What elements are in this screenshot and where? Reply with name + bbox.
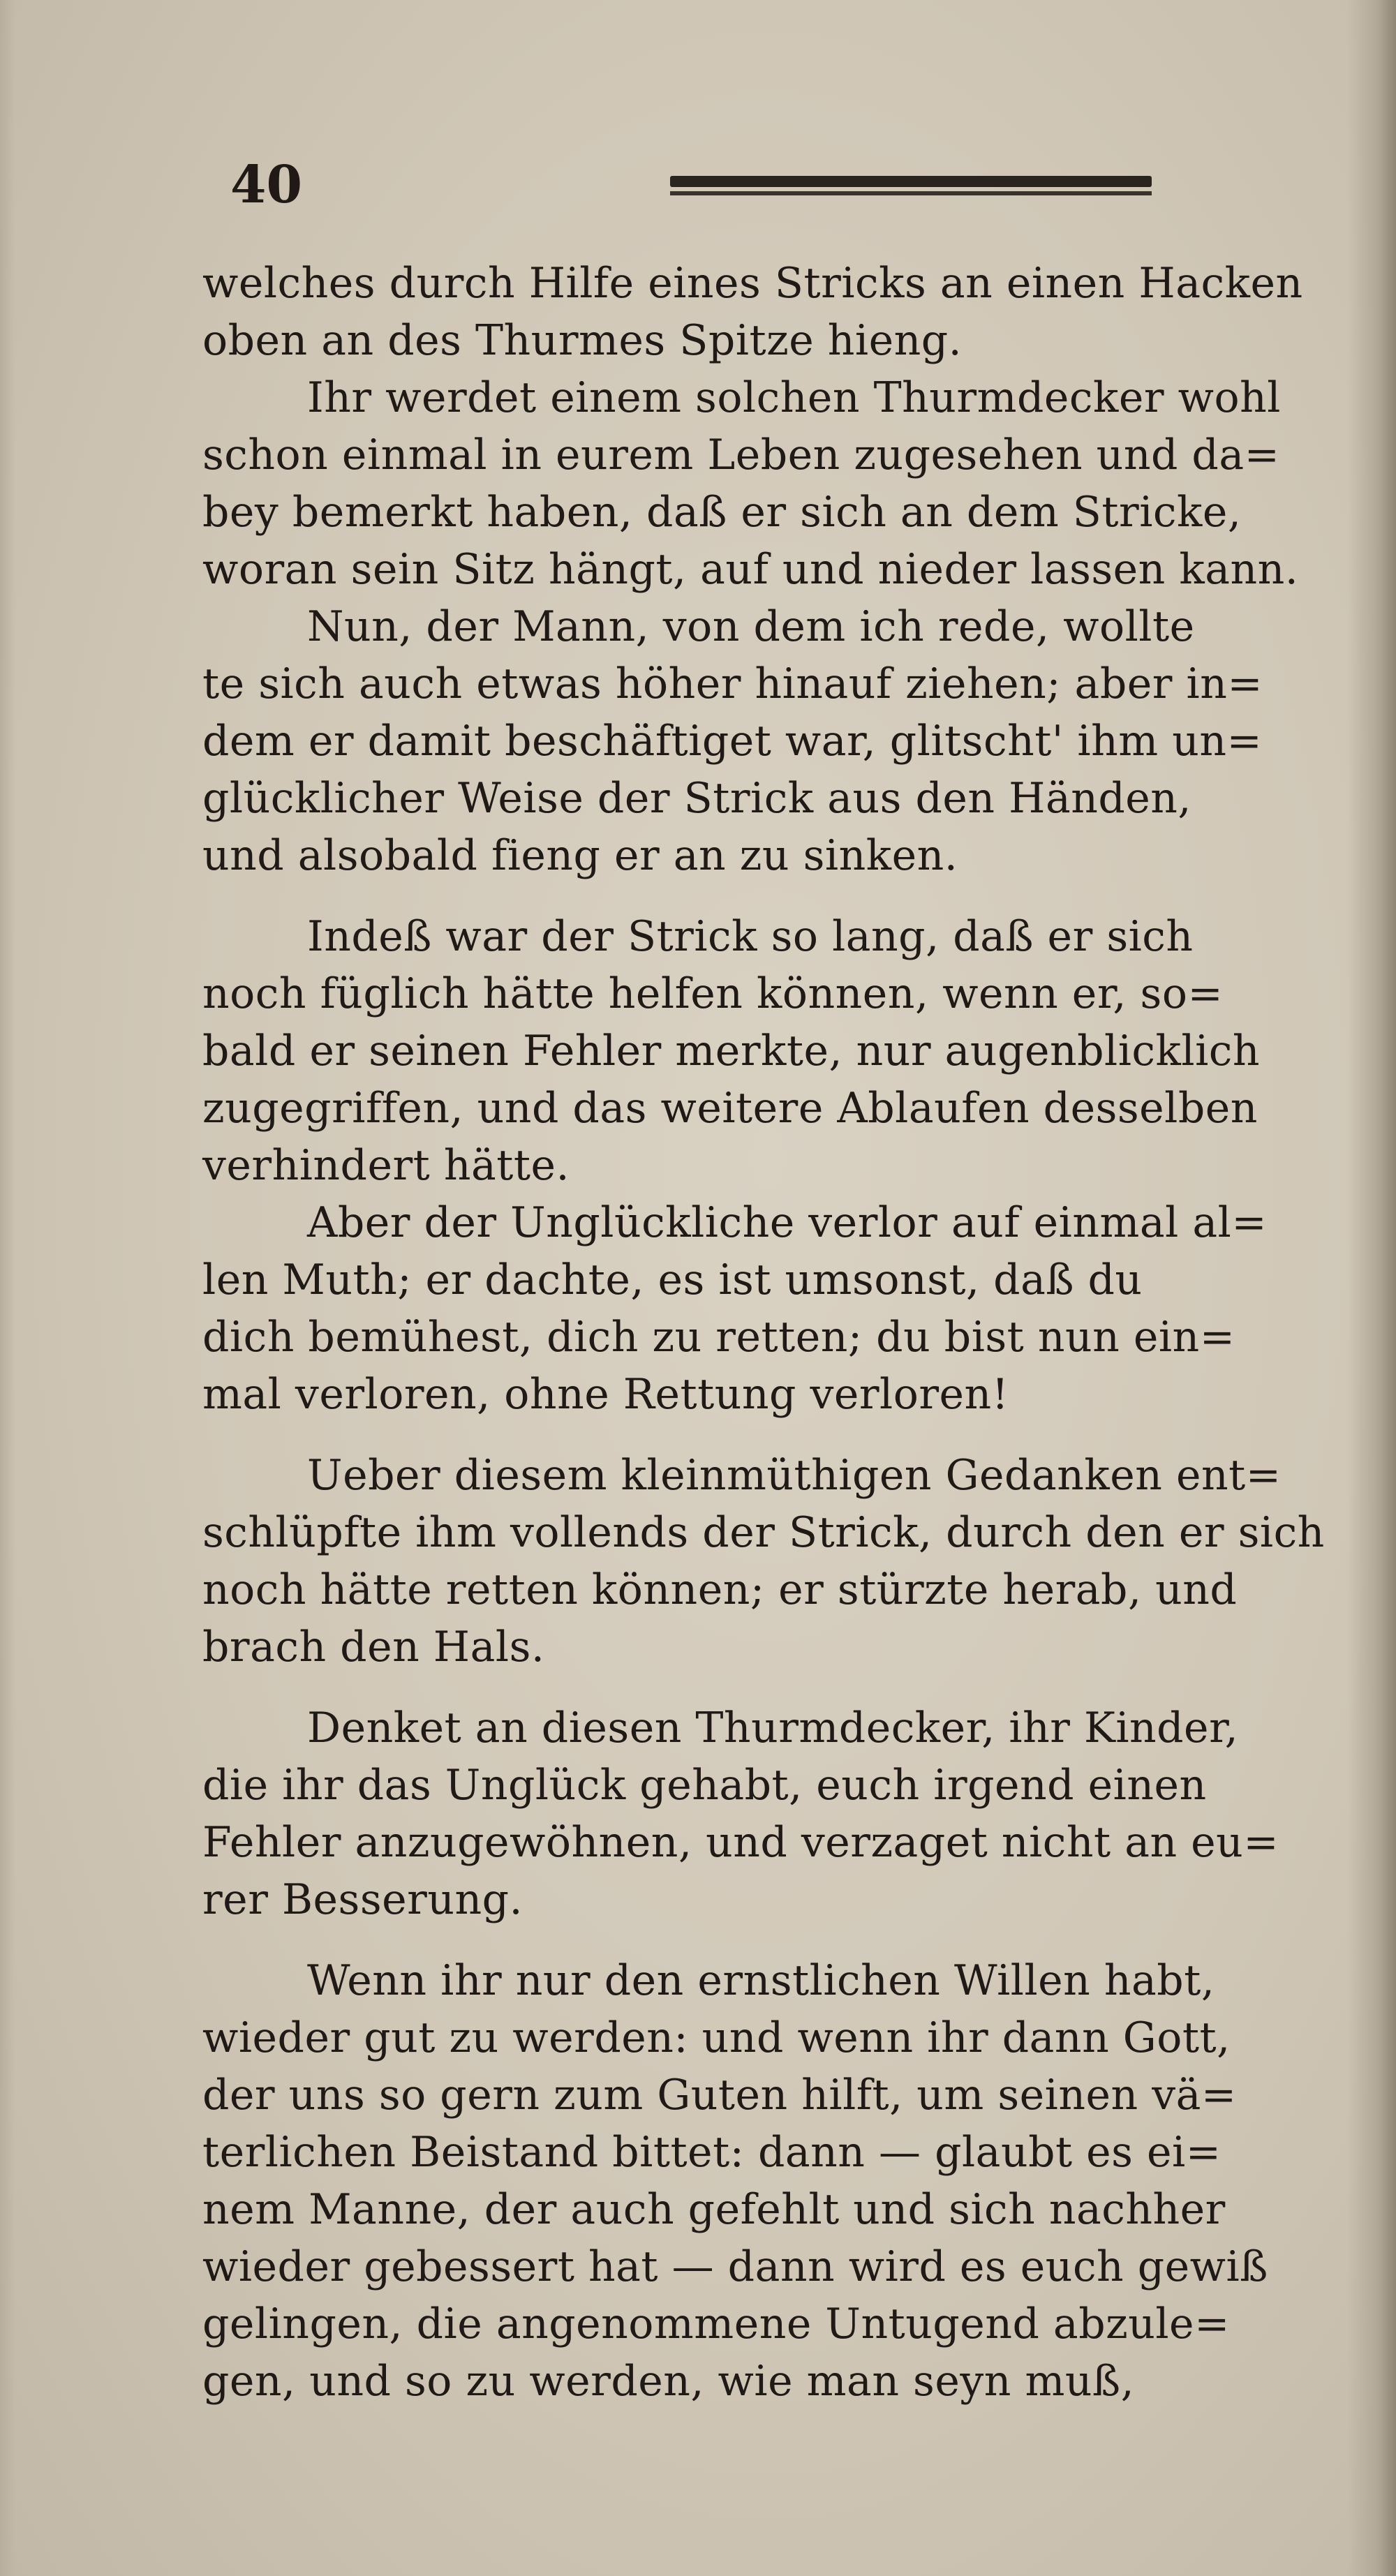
header-ornament-rule [670, 176, 1152, 197]
text-line: zugegriffen, und das weitere Ablaufen desselben [202, 1084, 1258, 1133]
page-number: 40 [230, 155, 302, 215]
text-line: Wenn ihr nur den ernstlichen Willen habt, [307, 1956, 1215, 2005]
page-header [230, 154, 1361, 216]
paragraph [202, 1447, 1361, 1676]
text-line: und alsobald fieng er an zu sinken. [202, 831, 958, 880]
text-line: mal verloren, ohne Rettung verloren! [202, 1370, 1009, 1419]
text-line: der uns so gern zum Guten hilft, um seinen vä= [202, 2071, 1237, 2120]
paragraph [202, 598, 1361, 884]
text-line: nem Manne, der auch gefehlt und sich nachher [202, 2185, 1226, 2234]
paragraph [202, 1699, 1361, 1928]
text-line: bald er seinen Fehler merkte, nur augenblicklich [202, 1027, 1261, 1075]
text-line: gen, und so zu werden, wie man seyn muß, [202, 2357, 1135, 2406]
body-text [202, 255, 1361, 2410]
paragraph [202, 1952, 1361, 2410]
text-line: noch hätte retten können; er stürzte herab, und [202, 1565, 1238, 1614]
text-line: die ihr das Unglück gehabt, euch irgend einen [202, 1761, 1207, 1810]
text-line: dem er damit beschäftiget war, glitscht' ihm un= [202, 717, 1263, 766]
paragraph [202, 908, 1361, 1194]
paragraph [202, 369, 1361, 598]
text-line: terlichen Beistand bittet: dann — glaubt es ei= [202, 2128, 1222, 2177]
text-line: Denket an diesen Thurmdecker, ihr Kinder, [307, 1704, 1239, 1752]
text-line: wieder gut zu werden: und wenn ihr dann Gott, [202, 2013, 1231, 2062]
page-left-edge [0, 0, 15, 2576]
text-line: woran sein Sitz hängt, auf und nieder lassen kann. [202, 545, 1299, 594]
text-line: rer Besserung. [202, 1875, 524, 1924]
text-line: bey bemerkt haben, daß er sich an dem Stricke, [202, 488, 1242, 537]
text-line: glücklicher Weise der Strick aus den Händen, [202, 774, 1191, 823]
text-line: Fehler anzugewöhnen, und verzaget nicht an eu= [202, 1818, 1279, 1867]
text-line: te sich auch etwas höher hinauf ziehen; aber in= [202, 660, 1263, 708]
text-line: wieder gebessert hat — dann wird es euch gewiß [202, 2242, 1268, 2291]
paragraph [202, 255, 1361, 369]
text-line: Ueber diesem kleinmüthigen Gedanken ent= [307, 1451, 1282, 1500]
text-line: Indeß war der Strick so lang, daß er sich [307, 912, 1194, 961]
text-line: Nun, der Mann, von dem ich rede, wollte [307, 602, 1195, 651]
text-line: schon einmal in eurem Leben zugesehen und da= [202, 431, 1280, 479]
text-line: oben an des Thurmes Spitze hieng. [202, 316, 963, 365]
text-line: Ihr werdet einem solchen Thurmdecker wohl [307, 373, 1281, 422]
text-line: schlüpfte ihm vollends der Strick, durch den er sich [202, 1508, 1325, 1557]
text-line: gelingen, die angenommene Untugend abzule= [202, 2300, 1230, 2348]
text-line: len Muth; er dachte, es ist umsonst, daß du [202, 1256, 1143, 1304]
text-line: dich bemühest, dich zu retten; du bist nun ein= [202, 1313, 1235, 1362]
text-line: brach den Hals. [202, 1623, 545, 1672]
text-line: Aber der Unglückliche verlor auf einmal al= [307, 1198, 1268, 1247]
text-line: welches durch Hilfe eines Stricks an einen Hacken [202, 259, 1303, 308]
text-line: verhindert hätte. [202, 1141, 570, 1190]
paragraph [202, 1194, 1361, 1423]
text-line: noch füglich hätte helfen können, wenn er, so= [202, 969, 1224, 1018]
